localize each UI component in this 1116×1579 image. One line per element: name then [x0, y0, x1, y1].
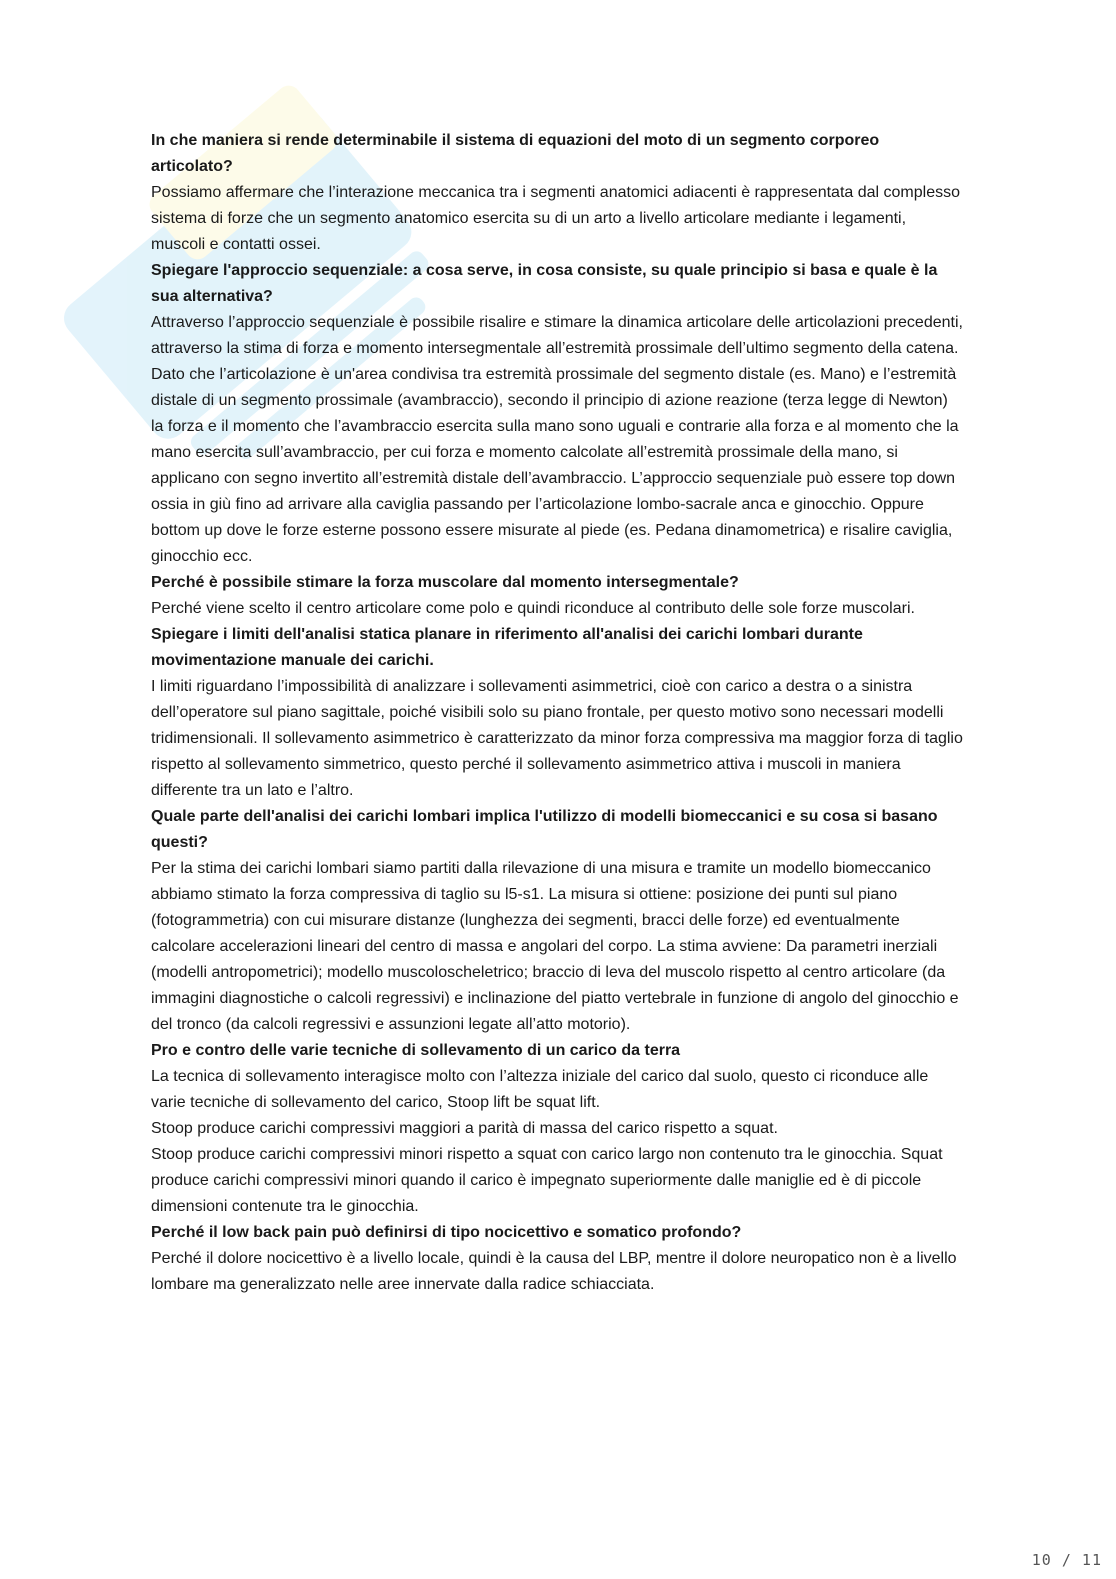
- answer-paragraph: Per la stima dei carichi lombari siamo partiti dalla rilevazione di una misura e tramite un modello biomeccanico abbiamo stimato la forza compressiva di taglio su l5-s1. La misura si ottiene: posizione dei punti sul piano (fotogrammetria) con cui misurare distanze (lunghezza dei segmenti, bracci delle forze) ed eventualmente calcolare accelerazioni lineari del centro di massa e angolari del corpo. La stima avviene: Da parametri inerziali (modelli antropometrici); modello muscoloscheletrico; braccio di leva del muscolo rispetto al centro articolare (da immagini diagnostiche o calcoli regressivi) e inclinazione del piatto vertebrale in funzione di angolo del ginocchio e del tronco (da calcoli regressivi e assunzioni legate all’atto motorio).: [151, 860, 959, 1033]
- answer-paragraph: Possiamo affermare che l’interazione meccanica tra i segmenti anatomici adiacenti è rappresentata dal complesso sistema di forze che un segmento anatomico esercita su di un arto a livello articolare mediante i legamenti, muscoli e contatti ossei.: [151, 184, 961, 253]
- question-heading: Perché è possibile stimare la forza muscolare dal momento intersegmentale?: [151, 574, 739, 591]
- answer-paragraph: I limiti riguardano l’impossibilità di analizzare i sollevamenti asimmetrici, cioè con carico a destra o a sinistra dell’operatore sul piano sagittale, poiché visibili solo su piano frontale, per questo motivo sono necessari modelli tridimensionali. Il sollevamento asimmetrico è caratterizzato da minor forza compressiva ma maggior forza di taglio rispetto al sollevamento simmetrico, questo perché il sollevamento asimmetrico attiva i muscoli in maniera differente tra un lato e l’altro.: [151, 678, 963, 799]
- answer-paragraph: Perché viene scelto il centro articolare come polo e quindi riconduce al contributo delle sole forze muscolari.: [151, 600, 915, 617]
- document-body: [151, 128, 963, 1298]
- answer-paragraph: Stoop produce carichi compressivi maggiori a parità di massa del carico rispetto a squat.: [151, 1120, 778, 1137]
- question-heading: Spiegare l'approccio sequenziale: a cosa serve, in cosa consiste, su quale principio si basa e quale è la sua alternativa?: [151, 262, 938, 305]
- question-heading: In che maniera si rende determinabile il sistema di equazioni del moto di un segmento corporeo articolato?: [151, 132, 880, 175]
- answer-paragraph: Attraverso l’approccio sequenziale è possibile risalire e stimare la dinamica articolare delle articolazioni precedenti, attraverso la stima di forza e momento intersegmentale all’estremità prossimale dell’ultimo segmento della catena. Dato che l’articolazione è un'area condivisa tra estremità prossimale del segmento distale (es. Mano) e l’estremità distale di un segmento prossimale (avambraccio), secondo il principio di azione reazione (terza legge di Newton) la forza e il momento che l’avambraccio esercita sulla mano sono uguali e contrarie alla forza e al momento che la mano esercita sull’avambraccio, per cui forza e momento calcolate all’estremità prossimale della mano, si applicano con segno invertito all’estremità distale dell’avambraccio. L’approccio sequenziale può essere top down ossia in giù fino ad arrivare alla caviglia passando per l’articolazione lombo-sacrale anca e ginocchio. Oppure bottom up dove le forze esterne possono essere misurate al piede (es. Pedana dinamometrica) e risalire caviglia, ginocchio ecc.: [151, 314, 963, 565]
- answer-paragraph: Stoop produce carichi compressivi minori rispetto a squat con carico largo non contenuto tra le ginocchia. Squat produce carichi compressivi minori quando il carico è impegnato superiormente dalle maniglie ed è di piccole dimensioni contenute tra le ginocchia.: [151, 1146, 943, 1215]
- page-number: 10 / 11: [1031, 1551, 1102, 1569]
- question-heading: Spiegare i limiti dell'analisi statica planare in riferimento all'analisi dei carichi lombari durante movimentazione manuale dei carichi.: [151, 626, 863, 669]
- question-heading: Pro e contro delle varie tecniche di sollevamento di un carico da terra: [151, 1042, 681, 1059]
- answer-paragraph: Perché il dolore nocicettivo è a livello locale, quindi è la causa del LBP, mentre il dolore neuropatico non è a livello lombare ma generalizzato nelle aree innervate dalla radice schiacciata.: [151, 1250, 957, 1293]
- answer-paragraph: La tecnica di sollevamento interagisce molto con l’altezza iniziale del carico dal suolo, questo ci riconduce alle varie tecniche di sollevamento del carico, Stoop lift be squat lift.: [151, 1068, 929, 1111]
- question-heading: Perché il low back pain può definirsi di tipo nocicettivo e somatico profondo?: [151, 1224, 742, 1241]
- question-heading: Quale parte dell'analisi dei carichi lombari implica l'utilizzo di modelli biomeccanici e su cosa si basano questi?: [151, 808, 938, 851]
